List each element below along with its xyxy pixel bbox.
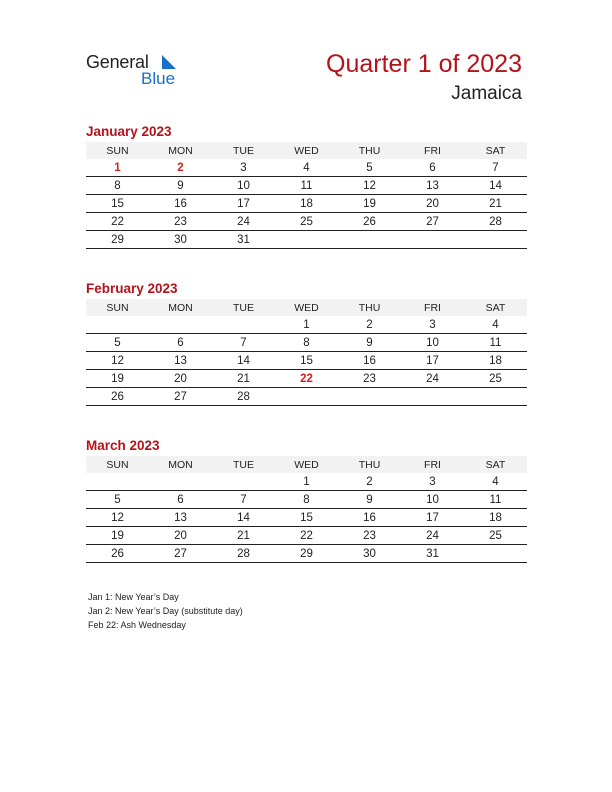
empty-day-cell <box>212 473 275 491</box>
empty-day-cell <box>86 473 149 491</box>
empty-day-cell <box>149 316 212 334</box>
calendar-grid <box>86 299 527 406</box>
month-title: February 2023 <box>86 281 178 296</box>
page-title: Quarter 1 of 2023 <box>326 50 522 78</box>
day-cell: 18 <box>464 509 527 527</box>
weekday-header-row <box>86 299 527 316</box>
empty-day-cell <box>149 473 212 491</box>
day-cell: 12 <box>338 177 401 195</box>
day-cell: 10 <box>401 334 464 352</box>
weekday-header: SUN <box>86 456 149 473</box>
day-cell: 6 <box>149 491 212 509</box>
day-cell: 17 <box>401 509 464 527</box>
day-cell: 19 <box>86 527 149 545</box>
day-cell: 6 <box>401 159 464 177</box>
week-row <box>86 370 527 388</box>
week-row <box>86 491 527 509</box>
weekday-header: TUE <box>212 142 275 159</box>
day-cell: 14 <box>464 177 527 195</box>
day-cell: 20 <box>401 195 464 213</box>
calendar-grid <box>86 456 527 563</box>
day-cell: 27 <box>401 213 464 231</box>
day-cell: 26 <box>86 545 149 563</box>
brand-logo <box>86 52 196 92</box>
day-cell: 25 <box>275 213 338 231</box>
day-cell: 3 <box>401 473 464 491</box>
day-cell: 5 <box>86 334 149 352</box>
day-cell: 13 <box>401 177 464 195</box>
day-cell: 21 <box>212 370 275 388</box>
day-cell: 29 <box>86 231 149 249</box>
day-cell: 11 <box>464 491 527 509</box>
day-cell: 24 <box>401 370 464 388</box>
day-cell: 7 <box>212 491 275 509</box>
day-cell: 21 <box>212 527 275 545</box>
day-cell: 12 <box>86 352 149 370</box>
day-cell: 21 <box>464 195 527 213</box>
empty-day-cell <box>86 316 149 334</box>
weekday-header: FRI <box>401 142 464 159</box>
day-cell: 23 <box>338 370 401 388</box>
day-cell: 8 <box>86 177 149 195</box>
day-cell: 28 <box>212 388 275 406</box>
day-cell: 7 <box>212 334 275 352</box>
day-cell: 22 <box>86 213 149 231</box>
day-cell: 12 <box>86 509 149 527</box>
weekday-header-row <box>86 456 527 473</box>
week-row <box>86 527 527 545</box>
day-cell: 6 <box>149 334 212 352</box>
day-cell: 2 <box>338 473 401 491</box>
logo-general-text: General <box>86 52 149 72</box>
day-cell: 10 <box>212 177 275 195</box>
weekday-header: WED <box>275 456 338 473</box>
day-cell: 5 <box>338 159 401 177</box>
day-cell: 25 <box>464 370 527 388</box>
day-cell: 3 <box>401 316 464 334</box>
holiday-note: Jan 2: New Year’s Day (substitute day) <box>88 606 243 616</box>
day-cell: 19 <box>86 370 149 388</box>
day-cell: 9 <box>338 334 401 352</box>
day-cell: 10 <box>401 491 464 509</box>
week-row <box>86 159 527 177</box>
week-row <box>86 473 527 491</box>
month-title: January 2023 <box>86 124 172 139</box>
day-cell: 27 <box>149 545 212 563</box>
day-cell: 16 <box>338 352 401 370</box>
weekday-header: MON <box>149 456 212 473</box>
day-cell: 11 <box>275 177 338 195</box>
day-cell: 1 <box>275 316 338 334</box>
day-cell: 2 <box>149 159 212 177</box>
empty-day-cell <box>338 231 401 249</box>
day-cell: 30 <box>338 545 401 563</box>
empty-day-cell <box>464 388 527 406</box>
month-march <box>86 437 527 563</box>
week-row <box>86 231 527 249</box>
weekday-header: MON <box>149 142 212 159</box>
day-cell: 18 <box>464 352 527 370</box>
day-cell: 15 <box>275 509 338 527</box>
weekday-header: SAT <box>464 142 527 159</box>
weekday-header: THU <box>338 142 401 159</box>
weekday-header: WED <box>275 142 338 159</box>
day-cell: 9 <box>338 491 401 509</box>
day-cell: 30 <box>149 231 212 249</box>
day-cell: 4 <box>275 159 338 177</box>
week-row <box>86 316 527 334</box>
day-cell: 4 <box>464 316 527 334</box>
week-row <box>86 352 527 370</box>
day-cell: 7 <box>464 159 527 177</box>
day-cell: 1 <box>86 159 149 177</box>
day-cell: 22 <box>275 370 338 388</box>
day-cell: 28 <box>212 545 275 563</box>
calendar-grid <box>86 142 527 249</box>
day-cell: 17 <box>212 195 275 213</box>
day-cell: 14 <box>212 509 275 527</box>
day-cell: 23 <box>338 527 401 545</box>
holiday-notes <box>88 590 243 632</box>
weekday-header: MON <box>149 299 212 316</box>
day-cell: 1 <box>275 473 338 491</box>
day-cell: 19 <box>338 195 401 213</box>
weekday-header: WED <box>275 299 338 316</box>
day-cell: 24 <box>212 213 275 231</box>
week-row <box>86 195 527 213</box>
day-cell: 28 <box>464 213 527 231</box>
day-cell: 23 <box>149 213 212 231</box>
holiday-note: Feb 22: Ash Wednesday <box>88 620 186 630</box>
day-cell: 20 <box>149 527 212 545</box>
week-row <box>86 213 527 231</box>
weekday-header-row <box>86 142 527 159</box>
day-cell: 26 <box>86 388 149 406</box>
day-cell: 13 <box>149 509 212 527</box>
weekday-header: SUN <box>86 142 149 159</box>
month-february <box>86 280 527 406</box>
week-row <box>86 177 527 195</box>
day-cell: 14 <box>212 352 275 370</box>
weekday-header: SUN <box>86 299 149 316</box>
day-cell: 26 <box>338 213 401 231</box>
logo-triangle-icon <box>162 55 176 69</box>
country-name: Jamaica <box>451 83 522 104</box>
day-cell: 22 <box>275 527 338 545</box>
day-cell: 8 <box>275 491 338 509</box>
day-cell: 20 <box>149 370 212 388</box>
empty-day-cell <box>275 388 338 406</box>
day-cell: 16 <box>149 195 212 213</box>
day-cell: 11 <box>464 334 527 352</box>
empty-day-cell <box>464 545 527 563</box>
weekday-header: FRI <box>401 299 464 316</box>
empty-day-cell <box>401 388 464 406</box>
day-cell: 31 <box>212 231 275 249</box>
day-cell: 4 <box>464 473 527 491</box>
day-cell: 29 <box>275 545 338 563</box>
empty-day-cell <box>212 316 275 334</box>
day-cell: 16 <box>338 509 401 527</box>
day-cell: 9 <box>149 177 212 195</box>
weekday-header: SAT <box>464 299 527 316</box>
day-cell: 3 <box>212 159 275 177</box>
day-cell: 5 <box>86 491 149 509</box>
week-row <box>86 388 527 406</box>
week-row <box>86 509 527 527</box>
weekday-header: SAT <box>464 456 527 473</box>
weekday-header: THU <box>338 456 401 473</box>
day-cell: 24 <box>401 527 464 545</box>
weekday-header: TUE <box>212 299 275 316</box>
day-cell: 15 <box>275 352 338 370</box>
logo-blue-text: Blue <box>141 69 176 88</box>
weekday-header: FRI <box>401 456 464 473</box>
day-cell: 17 <box>401 352 464 370</box>
weekday-header: TUE <box>212 456 275 473</box>
month-january <box>86 123 527 249</box>
day-cell: 15 <box>86 195 149 213</box>
day-cell: 18 <box>275 195 338 213</box>
day-cell: 25 <box>464 527 527 545</box>
day-cell: 13 <box>149 352 212 370</box>
empty-day-cell <box>338 388 401 406</box>
empty-day-cell <box>401 231 464 249</box>
month-title: March 2023 <box>86 438 160 453</box>
empty-day-cell <box>464 231 527 249</box>
week-row <box>86 334 527 352</box>
day-cell: 27 <box>149 388 212 406</box>
holiday-note: Jan 1: New Year’s Day <box>88 592 179 602</box>
weekday-header: THU <box>338 299 401 316</box>
day-cell: 8 <box>275 334 338 352</box>
day-cell: 31 <box>401 545 464 563</box>
day-cell: 2 <box>338 316 401 334</box>
empty-day-cell <box>275 231 338 249</box>
week-row <box>86 545 527 563</box>
